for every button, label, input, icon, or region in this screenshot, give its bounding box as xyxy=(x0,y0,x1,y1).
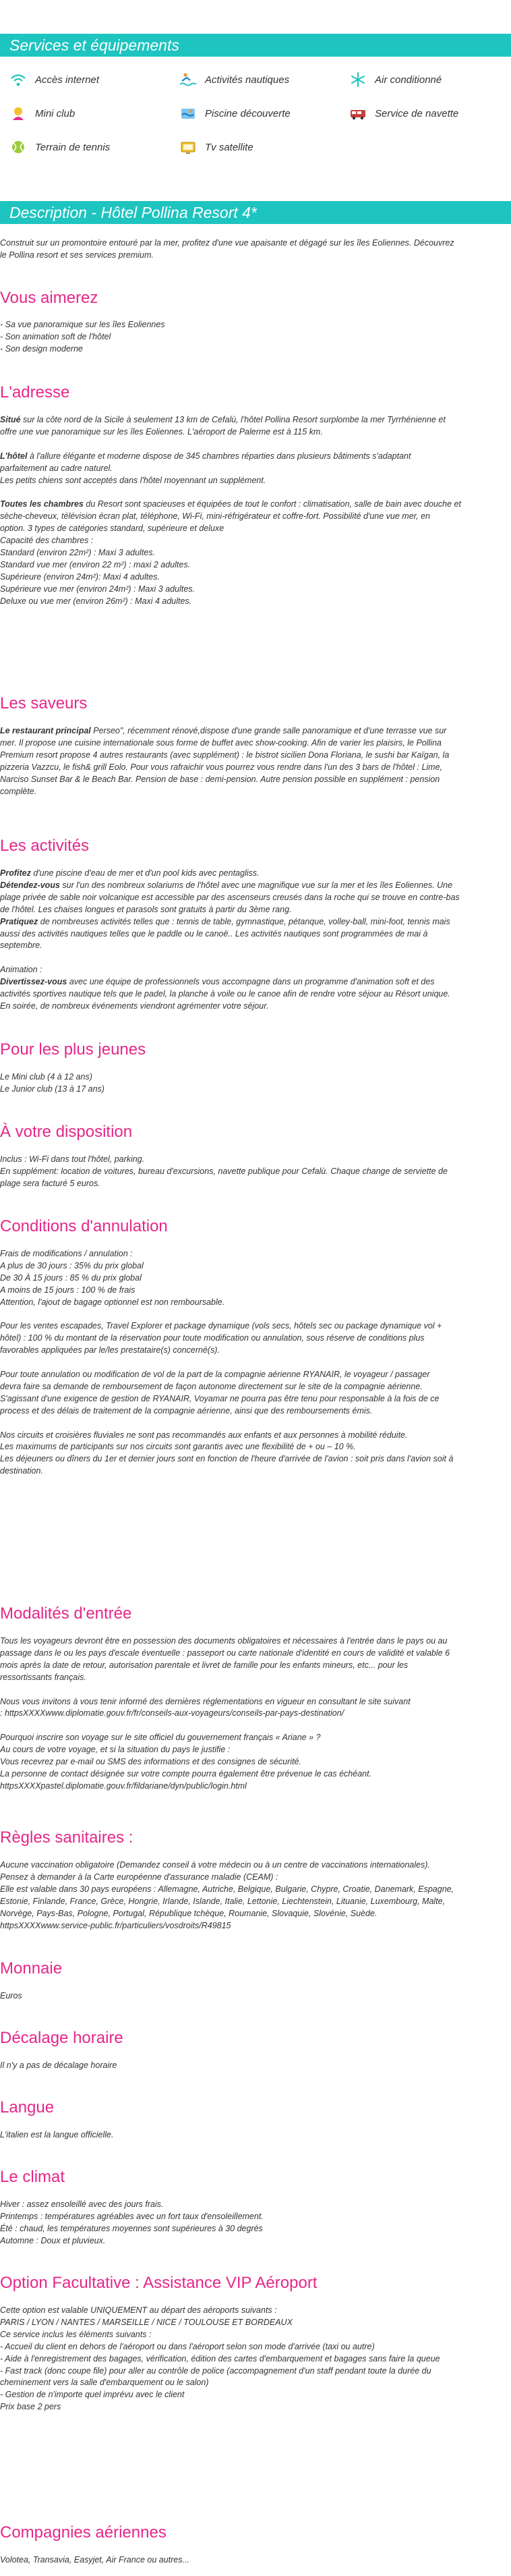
text-line: plage sera facturé 5 euros. xyxy=(0,1178,100,1188)
text-line: Le restaurant principal Perseo", récemment rénové,dispose d'une grande salle panoramique et d'une terrasse vue sur xyxy=(0,726,447,735)
text-line: L'italien est la langue officielle. xyxy=(0,2130,114,2139)
service-label: Service de navette xyxy=(375,108,459,119)
snowflake-icon xyxy=(349,72,367,88)
shuttle-icon xyxy=(349,105,367,121)
jeunes-text xyxy=(0,1071,510,1096)
text-line: En supplément: location de voitures, bureau d'excursions, navette publique pour Cefalù. Chaque change de serviette de xyxy=(0,1166,448,1176)
disposition-heading: À votre disposition xyxy=(0,1123,133,1141)
decalage-heading: Décalage horaire xyxy=(0,2029,123,2047)
text-line: Estonie, Finlande, France, Grèce, Hongrie, Irlande, Islande, Italie, Lettonie, Liechtenstein, Lituanie, Luxembourg, Malte, xyxy=(0,1896,446,1906)
text-line: offre une vue panoramique sur les îles Eoliennes. L'aéroport de Palerme est à 115 km. xyxy=(0,426,323,437)
description-banner xyxy=(0,201,511,224)
text-line: Deluxe ou vue mer (environ 26m²) : Maxi 4 adultes. xyxy=(0,596,192,606)
description-intro xyxy=(0,237,510,262)
decalage-text xyxy=(0,2060,510,2072)
text-line: Pour toute annulation ou modification de vol de la part de la compagnie aérienne RYANAIR, le voyageur / passager xyxy=(0,1370,430,1380)
text-line: Les maximums de participants sur nos circuits sont garantis avec une flexibilité de + ou – 10 %. xyxy=(0,1442,356,1452)
text-line: S'agissant d'une exigence de gestion de RYANAIR, Voyamar ne pourra pas être tenu pour responsable à la fois de ce xyxy=(0,1393,440,1403)
vous-aimerez-list xyxy=(0,319,510,356)
activites-text xyxy=(0,868,510,1013)
sanitaires-heading: Règles sanitaires : xyxy=(0,1828,133,1847)
water-activities-icon xyxy=(179,72,197,88)
services-title: Services et équipements xyxy=(9,36,179,54)
service-label: Mini club xyxy=(35,108,76,119)
text-line: Standard vue mer (environ 22 m²) : maxi 2 adultes. xyxy=(0,559,191,569)
annulation-text xyxy=(0,1248,510,1478)
vip-text xyxy=(0,2305,510,2413)
vip-heading: Option Facultative : Assistance VIP Aéroport xyxy=(0,2274,318,2292)
langue-text xyxy=(0,2129,510,2141)
list-item: - Son animation soft de l'hôtel xyxy=(0,331,111,341)
text-line: mois après la date de retour, autorisation parentale et livret de famille pour les enfants mineurs, etc... pour les xyxy=(0,1660,409,1670)
text-line: Euros xyxy=(0,1991,22,2000)
compagnies-text xyxy=(0,2554,510,2567)
text-line: cheminement vers la salle d'embarquement ou le salon) xyxy=(0,2378,209,2388)
text-line: Détendez-vous sur l'un des nombreux solariums de l'hôtel avec une magnifique vue sur la mer et les îles Eoliennes. Une xyxy=(0,880,453,890)
langue-heading: Langue xyxy=(0,2098,55,2117)
text-line: Construit sur un promontoire entouré par la mer, profitez d'une vue apaisante et dégagé sur les îles Eoliennes. Découvrez xyxy=(0,238,454,248)
text-line: Ce service inclus les éléments suivants : xyxy=(0,2329,152,2339)
vous-aimerez-heading: Vous aimerez xyxy=(0,289,98,307)
text-line: Au cours de votre voyage, et si la situation du pays le justifie : xyxy=(0,1745,231,1755)
text-line: Norvège, Pays-Bas, Pologne, Portugal, République tchèque, Roumanie, Slovaquie, Slovénie, Suède. xyxy=(0,1908,378,1918)
text-line: - Aide à l'enregistrement des bagages, vérification, édition des cartes d'embarquement et bagages sans faire la queue xyxy=(0,2353,440,2363)
service-label: Piscine découverte xyxy=(205,108,291,119)
text-line: Situé sur la côte nord de la Sicile à seulement 13 km de Cefalù, l'hôtel Pollina Resort surplombe la mer Tyrrhénienne et xyxy=(0,415,446,424)
monnaie-text xyxy=(0,1990,510,2003)
service-label: Air conditionné xyxy=(375,74,442,86)
text-line: En soirée, de nombreux événements viendront agrémenter votre séjour. xyxy=(0,1001,269,1011)
entree-text xyxy=(0,1635,510,1793)
text-line: - Accueil du client en dehors de l'aéroport ou dans l'aéroport selon son mode d'arrivée (taxi ou autre) xyxy=(0,2341,375,2351)
text-line: Divertissez-vous avec une équipe de professionnels vous accompagne dans un programme d'animation soft et des xyxy=(0,977,435,987)
text-line: Supérieure (environ 24m²): Maxi 4 adultes. xyxy=(0,571,160,582)
text-line: Premium resort propose 4 autres restaurants (avec supplément) : le bistrot sicilien Dona Floriana, le sushi bar Kaïgan, la xyxy=(0,750,450,760)
text-line: Cette option est valable UNIQUEMENT au départ des aéroports suivants : xyxy=(0,2305,277,2315)
text-line: Hiver : assez ensoleillé avec des jours frais. xyxy=(0,2200,164,2209)
text-line: Supérieure vue mer (environ 24m²) : Maxi 3 adultes. xyxy=(0,584,196,594)
text-line: Profitez d'une piscine d'eau de mer et d'un pool kids avec pentagliss. xyxy=(0,868,260,878)
text-line: httpsXXXXwww.service-public.fr/particuliers/vosdroits/R49815 xyxy=(0,1920,231,1930)
description-title: Description - Hôtel Pollina Resort 4* xyxy=(9,204,257,221)
text-line: Capacité des chambres : xyxy=(0,536,94,546)
text-line: Pensez à demander à la Carte européenne d'assurance maladie (CEAM) : xyxy=(0,1872,278,1882)
service-label: Tv satellite xyxy=(205,142,253,153)
text-line: ressortissants français. xyxy=(0,1672,86,1682)
text-line: pizzeria Vazzcu, le fish& grill Eolo. Pour vous rafraichir vous pourrez vous rendre dans l'un des 3 bars de l'hôtel : Lime, xyxy=(0,762,443,772)
text-line: Aucune vaccination obligatoire (Demandez conseil à votre médecin ou à un centre de vaccinations internationales). xyxy=(0,1860,430,1870)
compagnies-heading: Compagnies aériennes xyxy=(0,2523,167,2542)
monnaie-heading: Monnaie xyxy=(0,1959,63,1978)
text-line: option. 3 types de catégories standard, supérieure et deluxe xyxy=(0,524,224,534)
text-line: hôtel) : 100 % du montant de la réservation pour toute modification ou annulation, sous réserve de conditions plus xyxy=(0,1333,425,1343)
text-line: Frais de modifications / annulation : xyxy=(0,1249,133,1258)
text-line: Inclus : Wi-Fi dans tout l'hôtel, parking. xyxy=(0,1154,145,1164)
adresse-heading: L'adresse xyxy=(0,383,70,401)
activites-heading: Les activités xyxy=(0,837,90,855)
text-line: Le Junior club (13 à 17 ans) xyxy=(0,1084,104,1094)
text-line: Nos circuits et croisières fluviales ne sont pas recommandés aux enfants et aux personnes à mobilité réduite. xyxy=(0,1430,408,1440)
text-line: Animation : xyxy=(0,965,42,975)
text-line: Il n'y a pas de décalage horaire xyxy=(0,2061,117,2070)
text-line: sèche-cheveux, télévision écran plat, téléphone, Wi-Fi, mini-réfrigérateur et coffre-fort. Possibilité d'une vue mer, en xyxy=(0,511,430,522)
text-line: Narciso Sunset Bar & le Beach Bar. Pension de base : demi-pension. Autre pension possible en supplément : pension xyxy=(0,774,440,784)
text-line: Le Mini club (4 à 12 ans) xyxy=(0,1072,92,1082)
text-line: activités sportives nautique tels que le padel, la planche à voile ou le canoe afin de rendre votre séjour au Résort unique. xyxy=(0,989,450,999)
text-line: Toutes les chambres du Resort sont spacieuses et équipées de tout le confort : climatisation, salle de bain avec douche et xyxy=(0,499,461,509)
text-line: favorables appliquées par le/les prestataire(s) concerné(s). xyxy=(0,1345,220,1355)
entree-heading: Modalités d'entrée xyxy=(0,1604,132,1623)
text-line: Les petits chiens sont acceptés dans l'hôtel moyennant un supplément. xyxy=(0,475,266,485)
text-line: Été : chaud, les températures moyennes sont supérieures à 30 degrés xyxy=(0,2223,263,2233)
pool-icon xyxy=(179,105,197,121)
text-line: Les déjeuners ou dîners du 1er et dernier jours sont en fonction de l'heure d'arrivée de l'avion : soit pris dans l'avion soit à xyxy=(0,1454,454,1464)
text-line: A moins de 15 jours : 100 % de frais xyxy=(0,1285,136,1295)
saveurs-heading: Les saveurs xyxy=(0,694,88,712)
tennis-icon xyxy=(9,139,27,155)
annulation-heading: Conditions d'annulation xyxy=(0,1217,168,1235)
text-line: Tous les voyageurs devront être en possession des documents obligatoires et nécessaires à l'entrée dans le pays ou au xyxy=(0,1636,448,1646)
text-line: process et des délais de traitement de la compagnie aérienne, ainsi que des remboursements émis. xyxy=(0,1405,373,1416)
text-line: De 30 À 15 jours : 85 % du prix global xyxy=(0,1272,142,1283)
jeunes-heading: Pour les plus jeunes xyxy=(0,1040,146,1059)
text-line: - Gestion de n'importe quel imprévu avec le client xyxy=(0,2390,185,2400)
text-line: Pour les ventes escapades, Travel Explorer et package dynamique (vols secs, hôtels sec ou package dynamique vol + xyxy=(0,1321,442,1331)
service-label: Activités nautiques xyxy=(205,74,290,86)
text-line: A plus de 30 jours : 35% du prix global xyxy=(0,1260,144,1270)
text-line: Prix base 2 pers xyxy=(0,2402,61,2412)
text-line: Nous vous invitons à vous tenir informé des dernières réglementations en vigueur en consultant le site suivant xyxy=(0,1696,411,1706)
text-line: le Pollina resort et ses services premium. xyxy=(0,250,154,260)
text-line: Printemps : températures agréables avec un fort taux d'ensoleillement. xyxy=(0,2211,264,2221)
text-line: Pourquoi inscrire son voyage sur le site officiel du gouvernement français « Ariane » ? xyxy=(0,1733,321,1743)
service-label: Accès internet xyxy=(35,74,100,86)
text-line: de l'hôtel. Les chaises longues et parasols sont gratuits à partir du 3ème rang. xyxy=(0,904,292,914)
text-line: PARIS / LYON / NANTES / MARSEILLE / NICE / TOULOUSE ET BORDEAUX xyxy=(0,2317,293,2327)
text-line: Vous recevrez par e-mail ou SMS des informations et des consignes de sécurité. xyxy=(0,1757,301,1767)
text-line: : httpsXXXXwww.diplomatie.gouv.fr/fr/conseils-aux-voyageurs/conseils-par-pays-destination/ xyxy=(0,1708,344,1718)
mini-club-icon xyxy=(9,105,27,121)
text-line: devra faire sa demande de remboursement de façon autonome directement sur le site de la compagnie aérienne. xyxy=(0,1381,423,1391)
list-item: - Sa vue panoramique sur les îles Eoliennes xyxy=(0,320,165,329)
text-line: L'hôtel à l'allure élégante et moderne dispose de 345 chambres réparties dans plusieurs bâtiments s'adaptant xyxy=(0,451,411,461)
sanitaires-text xyxy=(0,1859,510,1932)
text-line: destination. xyxy=(0,1466,43,1476)
text-line: parfaitement au cadre naturel. xyxy=(0,463,113,473)
text-line: La personne de contact désignée sur votre compte pourra également être prévenue le cas échéant. xyxy=(0,1768,372,1779)
text-line: Elle est valable dans 30 pays européens : Allemagne, Autriche, Belgique, Bulgarie, Chypre, Croatie, Danemark, Espagne, xyxy=(0,1884,454,1894)
text-line: septembre. xyxy=(0,941,42,951)
adresse-text xyxy=(0,414,510,607)
tv-icon xyxy=(179,139,197,155)
climat-heading: Le climat xyxy=(0,2168,65,2186)
text-line: aussi des activités nautiques telles que le paddle ou le canoë.. Les activités nautiques sont programmées de mai à xyxy=(0,928,428,939)
text-line: Standard (environ 22m²) : Maxi 3 adultes. xyxy=(0,547,155,557)
wifi-icon xyxy=(9,72,27,88)
saveurs-text xyxy=(0,725,510,797)
text-line: Attention, l'ajout de bagage optionnel est non remboursable. xyxy=(0,1297,225,1307)
text-line: Volotea, Transavia, Easyjet, Air France ou autres... xyxy=(0,2555,189,2565)
service-label: Terrain de tennis xyxy=(35,142,111,153)
text-line: mer. Il propose une cuisine internationale sous forme de buffet avec show-cooking. Afin de varier les plaisirs, le Pollina xyxy=(0,737,442,748)
text-line: complète. xyxy=(0,786,37,796)
text-line: Pratiquez de nombreuses activités telles que : tennis de table, gymnastique, pétanque, volley-ball, mini-foot, tennis mais xyxy=(0,916,450,926)
text-line: httpsXXXXpastel.diplomatie.gouv.fr/fildariane/dyn/public/login.html xyxy=(0,1781,247,1791)
text-line: Automne : Doux et pluvieux. xyxy=(0,2235,106,2245)
climat-text xyxy=(0,2199,510,2247)
disposition-text xyxy=(0,1154,510,1190)
services-banner xyxy=(0,34,511,57)
text-line: - Fast track (donc coupe file) pour aller au contrôle de police (accompagnement d'un staff pendant toute la durée du xyxy=(0,2365,431,2376)
text-line: passage dans le ou les pays d'escale éventuelle : passeport ou carte nationale d'identité en cours de validité et valable 6 xyxy=(0,1648,450,1658)
text-line: plage privée de sable noir volcanique est accessible par des ascenseurs creusés dans la roche qui se trouve en contre-bas xyxy=(0,892,460,902)
list-item: - Son design moderne xyxy=(0,343,83,354)
